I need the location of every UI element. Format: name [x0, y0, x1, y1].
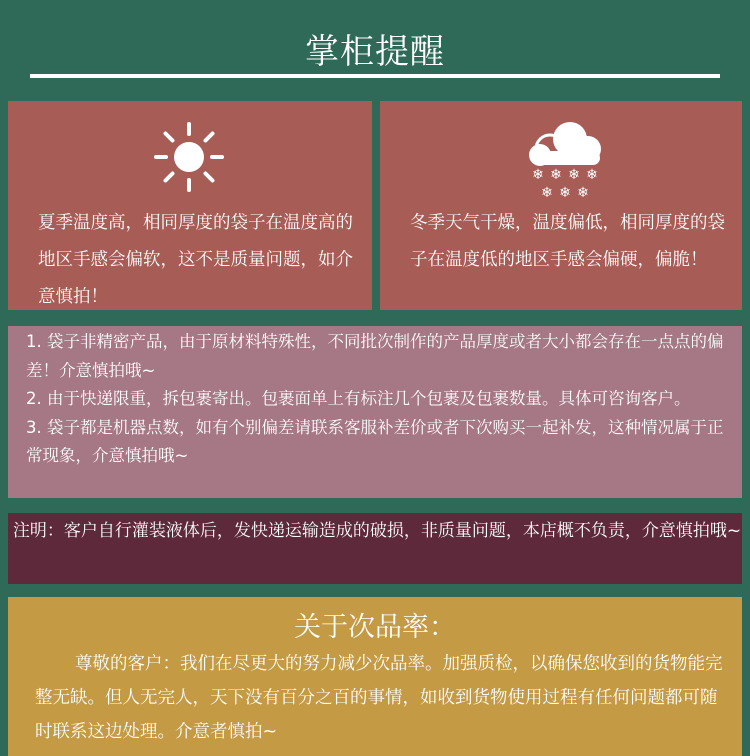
note-item-1: 1. 袋子非精密产品，由于原材料特殊性，不同批次制作的产品厚度或者大小都会存在一点点的偏差！介意慎拍哦~	[26, 332, 724, 380]
notes-list	[26, 328, 738, 471]
defect-rate-panel	[8, 597, 742, 756]
svg-text:❄: ❄	[559, 185, 571, 201]
disclaimer-text: 注明：客户自行灌装液体后，发快递运输造成的破损，非质量问题，本店概不负责，介意慎拍哦~	[12, 521, 742, 541]
defect-rate-text: 尊敬的客户：我们在尽更大的努力减少次品率。加强质检，以确保您收到的货物能完整无缺。但人无完人，天下没有百分之百的事情，如收到货物使用过程有任何问题都可随时联系这边处理。介意者慎拍~	[35, 654, 723, 742]
defect-rate-title: 关于次品率：	[294, 612, 456, 643]
svg-text:❄: ❄	[532, 167, 544, 183]
svg-text:❄: ❄	[568, 167, 580, 183]
title-divider	[30, 74, 720, 78]
svg-text:❄: ❄	[541, 185, 553, 201]
summer-card	[8, 101, 372, 310]
svg-text:❄: ❄	[550, 167, 562, 183]
svg-text:❄: ❄	[577, 185, 589, 201]
sun-icon	[153, 121, 225, 193]
note-item-3: 3. 袋子都是机器点数，如有个别偏差请联系客服补差价或者下次购买一起补发，这种情况属于正常现象，介意慎拍哦~	[26, 417, 724, 465]
notes-panel	[8, 326, 742, 498]
disclaimer-panel	[8, 513, 742, 584]
note-item-2: 2. 由于快递限重，拆包裹寄出。包裹面单上有标注几个包裹及包裹数量。具体可咨询客户。	[26, 389, 691, 408]
summer-text: 夏季温度高，相同厚度的袋子在温度高的地区手感会偏软，这不是质量问题，如介意慎拍！	[38, 213, 353, 307]
winter-card	[380, 101, 742, 310]
page-title: 掌柜提醒	[305, 32, 445, 72]
winter-text: 冬季天气干燥，温度偏低，相同厚度的袋子在温度低的地区手感会偏硬，偏脆！	[410, 213, 725, 270]
svg-text:❄: ❄	[586, 167, 598, 183]
snow-cloud-icon	[520, 119, 606, 203]
